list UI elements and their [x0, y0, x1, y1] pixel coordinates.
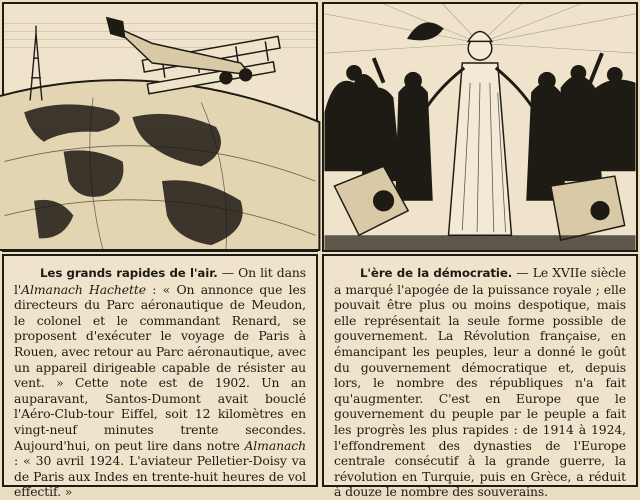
article-democracy	[322, 254, 638, 500]
article-aviation	[2, 254, 318, 500]
biplane-globe-illustration	[4, 4, 316, 250]
article-democracy-title: L'ère de la démocratie.	[360, 266, 513, 280]
article-democracy-body: Le XVIIe siècle a marqué l'apogée de la puissance royale ; elle pouvait être plus ou moins despotique, mais elle représentait la seule forme possible de gouvernement. La Révolution française, en émancipant les peuples, leur a donné le goût du gouvernement démocratique et, depuis lors, le nombre des républiques n'a fait qu'augmenter. C'est en Europe que le gouvernement du peuple par le peuple a fait les progrès les plus rapides : de 1914 à 1924, l'effondrement des dynasties de l'Europe centrale consécutif à la grande guerre, la révolution en Turquie, puis en Grèce, a réduit à douze le nombre des souverains.	[334, 265, 627, 500]
article-democracy-text: L'ère de la démocratie. — Le XVIIe siècle a marqué l'apogée de la puissance royale ; elle pouvait être plus ou moins despotique, mais elle représentait la seule forme possible de gouvernement. La Révolution française, en émancipant les peuples, leur a donné le goût du gouvernement démocratique et, depuis lors, le nombre des républiques n'a fait qu'augmenter. C'est en Europe que le gouvernement du peuple par le peuple a fait les progrès les plus rapides : de 1914 à 1924, l'effondrement des dynasties de l'Europe centrale consécutif à la grande guerre, la révolution en Turquie, puis en Grèce, a réduit à douze le nombre des souverains.	[334, 265, 627, 500]
illustration-aviation	[2, 2, 318, 252]
illustration-democracy	[322, 2, 638, 252]
source-name-2: Almanach	[244, 437, 306, 453]
article-aviation-body: On lit dans l'	[14, 265, 306, 297]
article-aviation-text: Les grands rapides de l'air. — On lit dans l'Almanach Hachette : « On annonce que les directeurs du Parc aéronautique de Meudon, le colonel et le commandant Renard, se proposent d'exécuter le voyage de Paris à Rouen, avec retour au Parc aéronautique, avec un appareil dirigeable capable de résister au vent. » Cette note est de 1902. Un an auparavant, Santos-Dumont avait bouclé l'Aéro-Club-tour Eiffel, soit 12 kilomètres en vingt-neuf minutes trente secondes. Aujourd'hui, on peut lire dans notre Almanach : « 30 avril 1924. L'aviateur Pelletier-Doisy va de Paris aux Indes en trente-huit heures de vol effectif. »	[14, 265, 307, 500]
marianne-crowd-illustration	[324, 4, 636, 250]
source-name: Almanach Hachette	[21, 281, 146, 297]
article-aviation-title: Les grands rapides de l'air.	[40, 266, 218, 280]
